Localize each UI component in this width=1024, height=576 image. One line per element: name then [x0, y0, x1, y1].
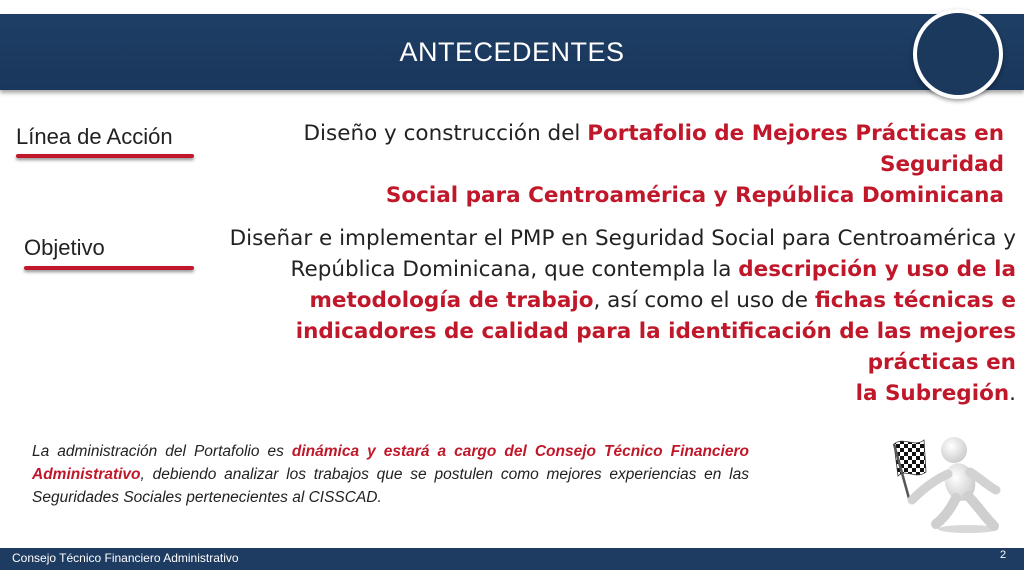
slide-title: ANTECEDENTES	[399, 37, 625, 67]
linea-text-highlight-2: Social para Centroamérica y República Dominicana	[385, 183, 1004, 208]
objetivo-line-4-highlight: indicadores de calidad para la identificación de las mejores prácticas en	[295, 319, 1016, 375]
objetivo-line-3-plain: , así como el uso de	[593, 288, 815, 313]
portfolio-note	[32, 440, 749, 509]
objetivo-line-3-highlight: metodología de trabajo	[309, 288, 594, 313]
objetivo-label: Objetivo	[24, 235, 105, 260]
objetivo-line-2-plain: República Dominicana, que contempla la	[290, 257, 739, 282]
flag-runner-icon	[884, 432, 1008, 536]
header-circle-decoration	[913, 9, 1003, 99]
note-text-2: , debiendo analizar los trabajos que se postulen como mejores experiencias en las Seguridades Sociales pertenecientes al CISSCAD.	[32, 466, 749, 506]
objetivo-line-5-highlight: la Subregión	[855, 381, 1010, 406]
objetivo-line-3-highlight-2: fichas técnicas e	[814, 288, 1016, 313]
linea-label: Línea de Acción	[16, 124, 173, 149]
linea-underline	[16, 154, 194, 158]
note-highlight: dinámica y estará a cargo del Consejo Técnico Financiero Administrativo	[32, 443, 749, 483]
objetivo-text	[226, 223, 1016, 409]
footer-organization: Consejo Técnico Financiero Administrativo	[12, 551, 239, 565]
objetivo-line-2-highlight: descripción y uso de la	[738, 257, 1016, 282]
note-text-1: La administración del Portafolio es	[32, 443, 292, 460]
objetivo-line-5-plain: .	[1009, 381, 1016, 406]
page-number: 2	[1000, 549, 1007, 561]
objetivo-underline	[24, 266, 194, 270]
linea-text-highlight-1: Portafolio de Mejores Prácticas en Seguridad	[587, 121, 1004, 177]
objetivo-line-1: Diseñar e implementar el PMP en Seguridad Social para Centroamérica y	[229, 226, 1016, 251]
linea-text-plain: Diseño y construcción del	[303, 121, 588, 146]
linea-text	[224, 118, 1004, 211]
